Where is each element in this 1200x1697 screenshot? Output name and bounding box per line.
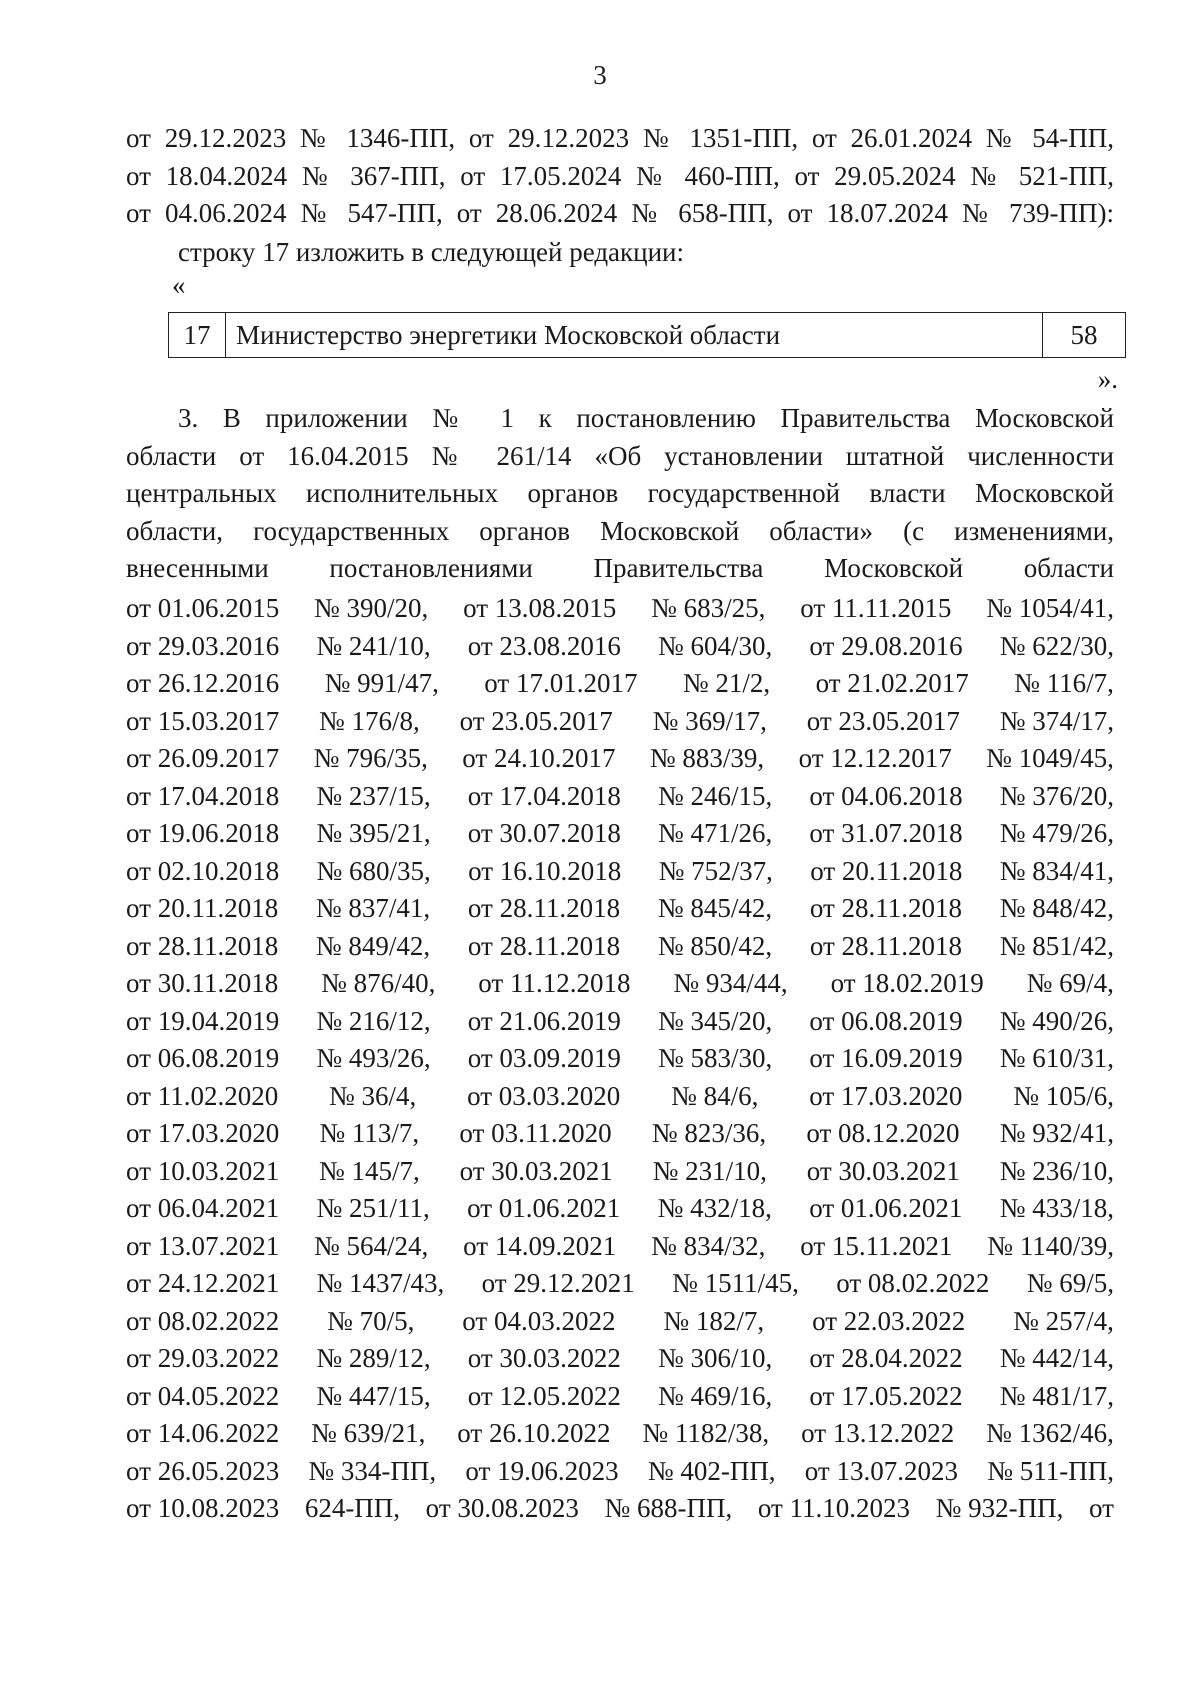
amendment-date: от: [1089, 1493, 1114, 1523]
amendment-date: от 30.11.2018: [126, 968, 279, 998]
amendment-row: [126, 1078, 1114, 1116]
amendment-number: № 442/14,: [999, 1343, 1114, 1373]
amendment-date: от 21.02.2017: [815, 668, 969, 698]
amendment-row: [126, 853, 1114, 891]
intro-line: от 29.12.2023 № 1346-ПП, от 29.12.2023 № 1351-ПП, от 26.01.2024 № 54-ПП,: [126, 123, 1114, 153]
amendment-number: № 610/31,: [999, 1043, 1114, 1073]
amendment-date: от 01.06.2021: [809, 1193, 963, 1223]
amendment-date: от 26.09.2017: [126, 743, 280, 773]
amendment-number: № 752/37,: [658, 855, 773, 886]
amendment-date: от 24.10.2017: [462, 743, 616, 773]
amendment-number: № 113/7,: [319, 1118, 420, 1148]
amendment-number: № 991/47,: [324, 668, 439, 698]
row-number-cell: 17: [169, 313, 226, 358]
row-value-cell: 58: [1043, 313, 1126, 358]
amendment-date: от 28.11.2018: [467, 893, 621, 923]
amendment-number: № 241/10,: [316, 630, 431, 661]
amendment-number: № 934/44,: [673, 968, 788, 998]
amendment-date: от 13.07.2023: [804, 1455, 958, 1486]
amendment-number: № 36/4,: [329, 1080, 417, 1111]
amendment-row: [126, 1378, 1114, 1416]
amendment-date: от 10.08.2023: [126, 1493, 280, 1523]
amendment-date: от 21.06.2019: [467, 1005, 621, 1036]
amendment-date: от 04.03.2022: [462, 1305, 616, 1336]
amendment-date: от 14.09.2021: [463, 1230, 617, 1261]
amendment-date: от 28.11.2018: [809, 930, 963, 961]
instruction-text: строку 17 изложить в следующей редакции:: [178, 237, 685, 267]
amendment-number: № 639/21,: [311, 1418, 426, 1448]
amendment-number: № 849/42,: [315, 930, 431, 961]
amendment-number: № 469/16,: [658, 1380, 773, 1411]
amendment-number: № 932/41,: [999, 1118, 1114, 1148]
amendment-date: от 06.04.2021: [126, 1193, 280, 1223]
amendment-row: [126, 1265, 1114, 1303]
amendment-date: от 17.01.2017: [484, 668, 638, 698]
amendment-date: от 30.03.2022: [467, 1343, 621, 1373]
amendment-row: [126, 1228, 1114, 1266]
amendment-date: от 06.08.2019: [809, 1005, 963, 1036]
amendment-date: от 04.05.2022: [126, 1380, 280, 1411]
amendment-number: № 932-ПП,: [935, 1493, 1064, 1523]
amendment-date: от 04.06.2018: [809, 780, 963, 811]
amendment-date: от 11.10.2023: [757, 1493, 911, 1523]
amendment-number: № 70/5,: [327, 1305, 415, 1336]
amendment-row: [126, 890, 1114, 928]
amendment-number: № 447/15,: [316, 1380, 431, 1411]
amendment-date: от 19.06.2018: [126, 818, 280, 848]
amendment-number: № 432/18,: [657, 1193, 772, 1223]
amendment-number: № 289/12,: [316, 1343, 431, 1373]
quote-close: ».: [1097, 364, 1118, 394]
amendment-date: от 20.11.2018: [810, 855, 963, 886]
amendment-date: от 06.08.2019: [126, 1043, 280, 1073]
amendment-number: № 688-ПП,: [604, 1493, 733, 1523]
amendments-list: [126, 590, 1114, 1528]
amendment-date: от 03.03.2020: [467, 1080, 621, 1111]
amendment-row: [126, 778, 1114, 816]
amendment-number: № 345/20,: [658, 1005, 773, 1036]
amendment-row: [126, 740, 1114, 778]
amendment-number: № 231/10,: [652, 1155, 767, 1186]
amendment-number: № 564/24,: [314, 1230, 429, 1261]
amendment-date: от 23.05.2017: [806, 705, 960, 736]
amendment-date: от 28.11.2018: [809, 893, 963, 923]
amendment-row: [126, 1190, 1114, 1228]
amendment-row: [126, 1340, 1114, 1378]
paragraph-line: области от 16.04.2015 № 261/14 «Об установлении штатной численности: [126, 440, 1114, 471]
amendment-number: 624-ПП,: [304, 1493, 401, 1523]
paragraph-line: внесенными постановлениями Правительства Московской области: [126, 553, 1114, 583]
amendment-date: от 08.02.2022: [836, 1268, 990, 1298]
amendment-number: № 583/30,: [658, 1043, 773, 1073]
amendment-date: от 15.11.2021: [800, 1230, 953, 1261]
amendment-date: от 12.12.2017: [798, 743, 952, 773]
amendment-row: [126, 1153, 1114, 1191]
amendment-number: № 851/42,: [999, 930, 1114, 961]
amendment-number: № 237/15,: [316, 780, 431, 811]
amendment-number: № 116/7,: [1014, 668, 1114, 698]
amendment-date: от 03.11.2020: [459, 1118, 612, 1148]
amendment-number: № 306/10,: [658, 1343, 773, 1373]
amendment-date: от 19.04.2019: [126, 1005, 280, 1036]
amendment-date: от 08.02.2022: [126, 1305, 280, 1336]
amendment-number: № 257/4,: [1013, 1305, 1114, 1336]
amendment-row: [126, 1490, 1114, 1528]
amendment-date: от 22.03.2022: [812, 1305, 966, 1336]
amendment-number: № 1054/41,: [986, 593, 1114, 623]
amendment-date: от 29.08.2016: [809, 630, 963, 661]
amendment-number: № 1437/43,: [316, 1268, 445, 1298]
amendment-number: № 251/11,: [316, 1193, 430, 1223]
amendment-number: № 145/7,: [319, 1155, 420, 1186]
amendment-date: от 11.11.2015: [800, 593, 952, 623]
page-number: 3: [593, 60, 607, 90]
amendment-date: от 01.06.2021: [467, 1193, 621, 1223]
amendment-date: от 13.08.2015: [463, 593, 617, 623]
paragraph-line: 3. В приложении № 1 к постановлению Правительства Московской: [178, 403, 1114, 433]
amendment-row: [126, 1115, 1114, 1153]
amendment-number: № 69/4,: [1026, 968, 1114, 998]
amendment-date: от 26.10.2022: [457, 1418, 611, 1448]
amendment-date: от 23.08.2016: [467, 630, 621, 661]
amendment-number: № 837/41,: [315, 893, 431, 923]
amendment-number: № 1140/39,: [987, 1230, 1114, 1261]
amendment-number: № 395/21,: [316, 818, 431, 848]
amendment-date: от 15.03.2017: [126, 705, 280, 736]
amendment-date: от 17.05.2022: [809, 1380, 963, 1411]
amendment-date: от 30.03.2021: [459, 1155, 613, 1186]
amendment-date: от 17.03.2020: [809, 1080, 963, 1111]
amendment-number: № 834/32,: [651, 1230, 766, 1261]
amendment-number: № 471/26,: [658, 818, 773, 848]
amendment-row: [126, 1453, 1114, 1491]
amendment-date: от 18.02.2019: [830, 968, 984, 998]
amendment-date: от 28.11.2018: [126, 930, 279, 961]
amendment-number: № 176/8,: [319, 705, 420, 736]
amendment-number: № 883/39,: [649, 743, 765, 773]
quote-open: «: [172, 270, 186, 300]
amendment-date: от 10.03.2021: [126, 1155, 280, 1186]
amendment-row: [126, 928, 1114, 966]
paragraph-line: области, государственных органов Московской области» (с изменениями,: [126, 515, 1114, 546]
amendment-number: № 493/26,: [316, 1043, 431, 1073]
amendment-number: № 511-ПП,: [987, 1455, 1114, 1486]
amendment-row: [126, 1303, 1114, 1341]
amendment-number: № 604/30,: [658, 630, 773, 661]
amendment-date: от 29.03.2022: [126, 1343, 280, 1373]
amendment-number: № 84/6,: [671, 1080, 759, 1111]
amendment-number: № 21/2,: [682, 668, 771, 698]
amendment-date: от 26.12.2016: [126, 668, 280, 698]
amendment-number: № 850/42,: [657, 930, 773, 961]
amendment-number: № 334-ПП,: [308, 1455, 437, 1486]
amendment-number: № 834/41,: [999, 855, 1114, 886]
amendment-date: от 28.04.2022: [809, 1343, 963, 1373]
amendment-date: от 02.10.2018: [126, 855, 280, 886]
amendment-date: от 01.06.2015: [126, 593, 280, 623]
amendment-row: [126, 703, 1114, 741]
amendment-number: № 848/42,: [999, 893, 1114, 923]
amendment-row: [126, 1003, 1114, 1041]
amendment-date: от 31.07.2018: [809, 818, 963, 848]
amendment-date: от 19.06.2023: [465, 1455, 619, 1486]
amendment-date: от 23.05.2017: [459, 705, 613, 736]
amendment-row: [126, 965, 1114, 1003]
amendment-number: № 105/6,: [1013, 1080, 1114, 1111]
amended-row-table: [168, 312, 1126, 358]
amendment-date: от 30.03.2021: [806, 1155, 960, 1186]
intro-line: от 18.04.2024 № 367-ПП, от 17.05.2024 № 460-ПП, от 29.05.2024 № 521-ПП,: [126, 160, 1114, 191]
amendment-row: [126, 1040, 1114, 1078]
row-name-cell: Министерство энергетики Московской области: [226, 313, 1043, 358]
amendment-date: от 29.03.2016: [126, 630, 280, 661]
amendment-number: № 69/5,: [1026, 1268, 1114, 1298]
amendment-number: № 236/10,: [999, 1155, 1114, 1186]
amendment-number: № 481/17,: [999, 1380, 1114, 1411]
amendment-number: № 796/35,: [313, 743, 428, 773]
amendment-date: от 11.12.2018: [478, 968, 631, 998]
amendment-date: от 12.05.2022: [467, 1380, 621, 1411]
amendment-date: от 20.11.2018: [126, 893, 279, 923]
intro-line: от 04.06.2024 № 547-ПП, от 28.06.2024 № 658-ПП, от 18.07.2024 № 739-ПП):: [126, 198, 1114, 228]
amendment-row: [126, 665, 1114, 703]
amendment-date: от 17.04.2018: [126, 780, 280, 811]
amendment-number: № 683/25,: [651, 593, 766, 623]
amendment-date: от 17.03.2020: [126, 1118, 280, 1148]
amendment-date: от 26.05.2023: [126, 1455, 280, 1486]
amendment-number: № 876/40,: [321, 968, 436, 998]
amendment-date: от 16.10.2018: [468, 855, 622, 886]
amendment-row: [126, 628, 1114, 666]
amendment-date: от 13.07.2021: [126, 1230, 280, 1261]
amendment-number: № 479/26,: [999, 818, 1114, 848]
amendment-row: [126, 590, 1114, 628]
amendment-number: № 246/15,: [658, 780, 773, 811]
amendment-number: № 182/7,: [663, 1305, 765, 1336]
amendment-number: № 1049/45,: [986, 743, 1114, 773]
amendment-number: № 845/42,: [657, 893, 773, 923]
table-row: [169, 313, 1126, 358]
amendment-number: № 1182/38,: [642, 1418, 770, 1448]
amendment-date: от 30.07.2018: [467, 818, 621, 848]
amendment-row: [126, 815, 1114, 853]
amendment-number: № 823/36,: [651, 1118, 767, 1148]
amendment-date: от 24.12.2021: [126, 1268, 280, 1298]
amendment-date: от 29.12.2021: [481, 1268, 635, 1298]
amendment-number: № 390/20,: [314, 593, 429, 623]
paragraph-3: [126, 400, 1114, 588]
amendment-number: № 490/26,: [999, 1005, 1114, 1036]
intro-paragraph: [126, 120, 1114, 233]
amendment-date: от 16.09.2019: [809, 1043, 963, 1073]
amendment-number: № 402-ПП,: [647, 1455, 776, 1486]
amendment-number: № 216/12,: [316, 1005, 431, 1036]
amendment-date: от 28.11.2018: [467, 930, 621, 961]
paragraph-line: центральных исполнительных органов государственной власти Московской: [126, 478, 1114, 508]
amendment-date: от 03.09.2019: [467, 1043, 621, 1073]
amendment-number: № 376/20,: [999, 780, 1114, 811]
amendment-date: от 30.08.2023: [425, 1493, 579, 1523]
amendment-row: [126, 1415, 1114, 1453]
amendment-number: № 680/35,: [316, 855, 431, 886]
amendment-number: № 374/17,: [999, 705, 1114, 736]
amendment-number: № 622/30,: [999, 630, 1114, 661]
amendment-date: от 13.12.2022: [801, 1418, 955, 1448]
amendment-date: от 08.12.2020: [806, 1118, 960, 1148]
amendment-number: № 369/17,: [652, 705, 767, 736]
amendment-number: № 1362/46,: [986, 1418, 1114, 1448]
amendment-date: от 17.04.2018: [467, 780, 621, 811]
amendment-number: № 1511/45,: [672, 1268, 799, 1298]
amendment-number: № 433/18,: [999, 1193, 1114, 1223]
amendment-date: от 11.02.2020: [126, 1080, 279, 1111]
amendment-date: от 14.06.2022: [126, 1418, 280, 1448]
